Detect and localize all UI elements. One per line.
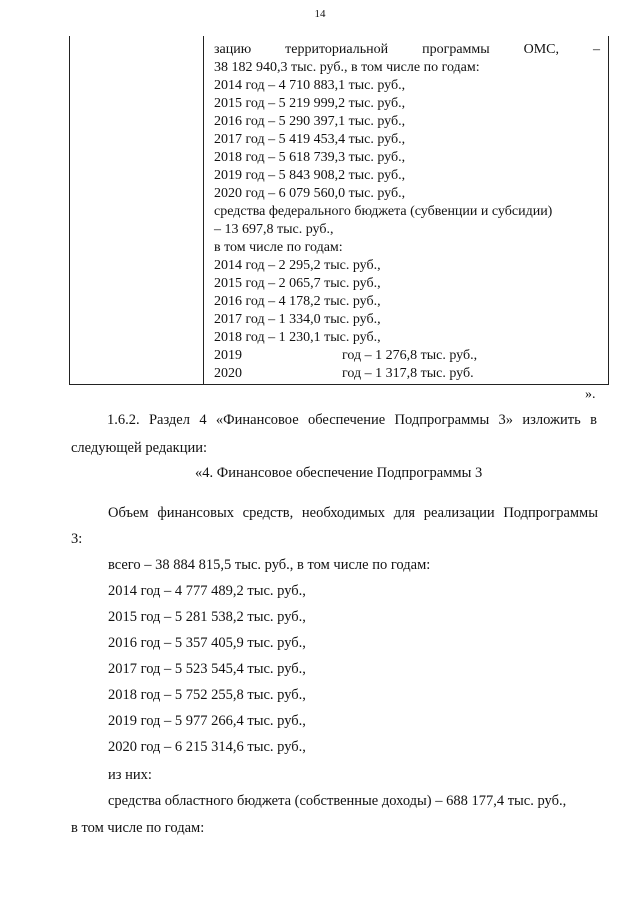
table-line: 2015 год – 5 219 999,2 тыс. руб., xyxy=(214,96,406,111)
split-row-year: 2019 xyxy=(214,348,242,363)
table-closing-quote: ». xyxy=(585,387,596,402)
paragraph-word: в xyxy=(590,412,597,428)
paragraph-word: Подпрограммы xyxy=(394,412,490,428)
funding-line: всего – 38 884 815,5 тыс. руб., в том числе по годам: xyxy=(108,557,431,573)
funding-line: 2017 год – 5 523 545,4 тыс. руб., xyxy=(108,661,306,677)
table-word: зацию xyxy=(214,42,252,57)
intro-word: финансовых xyxy=(157,505,234,521)
intro-word: Подпрограммы xyxy=(503,505,598,521)
table-split-row xyxy=(214,365,474,383)
funding-line: 2014 год – 4 777 489,2 тыс. руб., xyxy=(108,583,306,599)
table-word: – xyxy=(593,42,600,57)
table-column-divider xyxy=(203,36,204,384)
split-row-year: 2020 xyxy=(214,366,242,381)
funding-line: 2015 год – 5 281 538,2 тыс. руб., xyxy=(108,609,306,625)
table-line: 2017 год – 1 334,0 тыс. руб., xyxy=(214,312,381,327)
table-line: 2014 год – 2 295,2 тыс. руб., xyxy=(214,258,381,273)
intro-line2: 3: xyxy=(71,531,83,547)
funding-line: 2016 год – 5 357 405,9 тыс. руб., xyxy=(108,635,306,651)
paragraph-word: 1.6.2. xyxy=(107,412,140,428)
table-line: в том числе по годам: xyxy=(214,240,343,255)
paragraph-word: Раздел xyxy=(148,412,190,428)
table-word: ОМС, xyxy=(523,42,560,57)
paragraph-word: 4 xyxy=(199,412,207,428)
section-heading: «4. Финансовое обеспечение Подпрограммы 3 xyxy=(195,465,483,481)
table-line: 2020 год – 6 079 560,0 тыс. руб., xyxy=(214,186,406,201)
intro-word: необходимых xyxy=(301,505,386,521)
funding-line: в том числе по годам: xyxy=(71,820,205,836)
table-line: – 13 697,8 тыс. руб., xyxy=(214,222,334,237)
intro-word: Объем xyxy=(108,505,149,521)
intro-word: реализации xyxy=(423,505,495,521)
table-line: 2018 год – 5 618 739,3 тыс. руб., xyxy=(214,150,406,165)
intro-line1 xyxy=(108,505,598,522)
intro-word: для xyxy=(393,505,416,521)
intro-word: средств, xyxy=(242,505,294,521)
paragraph-word: изложить xyxy=(522,412,581,428)
funding-line: 2018 год – 5 752 255,8 тыс. руб., xyxy=(108,687,306,703)
table-line: 38 182 940,3 тыс. руб., в том числе по годам: xyxy=(214,60,480,75)
table-line: 2018 год – 1 230,1 тыс. руб., xyxy=(214,330,381,345)
funding-line: средства областного бюджета (собственные доходы) – 688 177,4 тыс. руб., xyxy=(108,793,567,809)
table-line: средства федерального бюджета (субвенции и субсидии) xyxy=(214,204,553,219)
split-row-text: год – 1 276,8 тыс. руб., xyxy=(342,348,478,363)
paragraph-word: «Финансовое xyxy=(215,412,299,428)
page-number: 14 xyxy=(314,8,326,20)
table-line: 2015 год – 2 065,7 тыс. руб., xyxy=(214,276,381,291)
funding-line: 2019 год – 5 977 266,4 тыс. руб., xyxy=(108,713,306,729)
table-line: 2014 год – 4 710 883,1 тыс. руб., xyxy=(214,78,406,93)
amendment-paragraph-line1 xyxy=(107,412,597,429)
table-word: территориальной xyxy=(285,42,389,57)
table-line: 2019 год – 5 843 908,2 тыс. руб., xyxy=(214,168,406,183)
amendment-paragraph-line2: следующей редакции: xyxy=(71,440,208,456)
table-word: программы xyxy=(422,42,490,57)
table-line: 2016 год – 4 178,2 тыс. руб., xyxy=(214,294,381,309)
funding-line: 2020 год – 6 215 314,6 тыс. руб., xyxy=(108,739,306,755)
split-row-text: год – 1 317,8 тыс. руб. xyxy=(342,366,474,381)
table-line: 2017 год – 5 419 453,4 тыс. руб., xyxy=(214,132,406,147)
paragraph-word: обеспечение xyxy=(307,412,386,428)
table-split-row xyxy=(214,347,477,365)
table-first-line xyxy=(214,41,600,59)
funding-line: из них: xyxy=(108,767,152,783)
table-line: 2016 год – 5 290 397,1 тыс. руб., xyxy=(214,114,406,129)
paragraph-word: 3» xyxy=(498,412,514,428)
